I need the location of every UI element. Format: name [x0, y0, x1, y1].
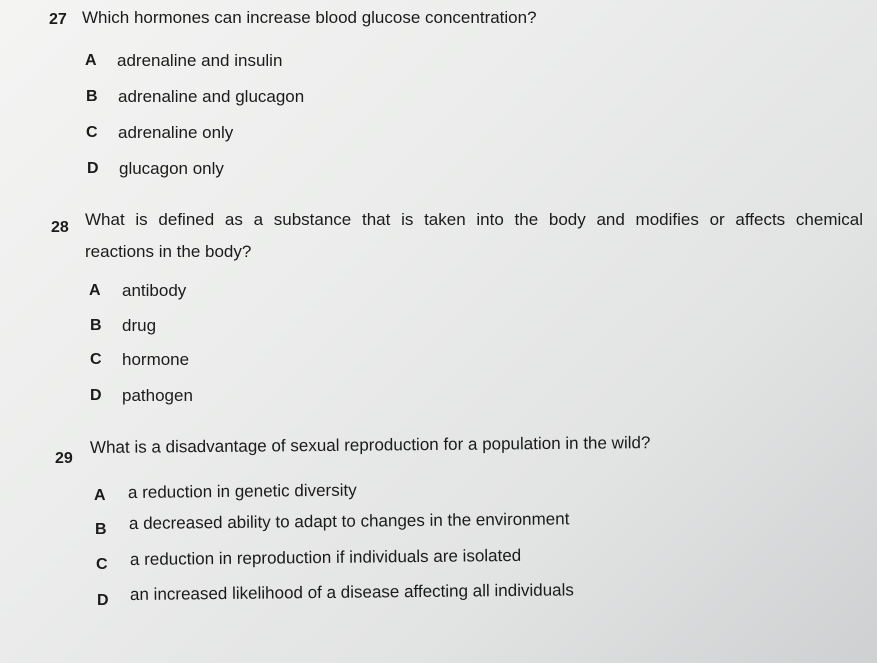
option-letter: D	[97, 592, 109, 609]
option-letter: A	[89, 282, 101, 299]
question-text: What is a disadvantage of sexual reproduction for a population in the wild?	[89, 433, 651, 457]
option-text: glucagon only	[119, 159, 224, 178]
option-letter: C	[96, 556, 108, 573]
option-text: a decreased ability to adapt to changes in the environment	[128, 509, 570, 533]
option-letter: D	[90, 387, 102, 404]
question-text-line-2: reactions in the body?	[85, 242, 252, 261]
question-number: 28	[51, 219, 69, 236]
option-text: a reduction in genetic diversity	[127, 480, 357, 502]
question-text-line-1: What is defined as a substance that is taken into the body and modifies or affects chemical	[85, 210, 863, 229]
option-text: antibody	[122, 281, 187, 300]
option-text: an increased likelihood of a disease affecting all individuals	[129, 580, 574, 604]
option-letter: B	[95, 521, 107, 538]
option-letter: A	[85, 52, 97, 69]
option-letter: B	[90, 317, 102, 334]
option-text: adrenaline and insulin	[117, 51, 283, 70]
option-text: a reduction in reproduction if individuals are isolated	[129, 545, 522, 569]
option-text: adrenaline and glucagon	[118, 87, 305, 106]
option-letter: B	[86, 88, 98, 105]
option-letter: D	[87, 160, 99, 177]
option-text: adrenaline only	[118, 123, 234, 142]
question-number: 27	[49, 11, 67, 28]
option-letter: A	[94, 487, 106, 504]
option-text: drug	[122, 316, 157, 335]
question-text: Which hormones can increase blood glucose concentration?	[82, 8, 537, 27]
option-text: hormone	[122, 350, 190, 369]
option-letter: C	[86, 124, 98, 141]
option-letter: C	[90, 351, 102, 368]
question-number: 29	[55, 450, 73, 467]
option-text: pathogen	[122, 386, 193, 405]
